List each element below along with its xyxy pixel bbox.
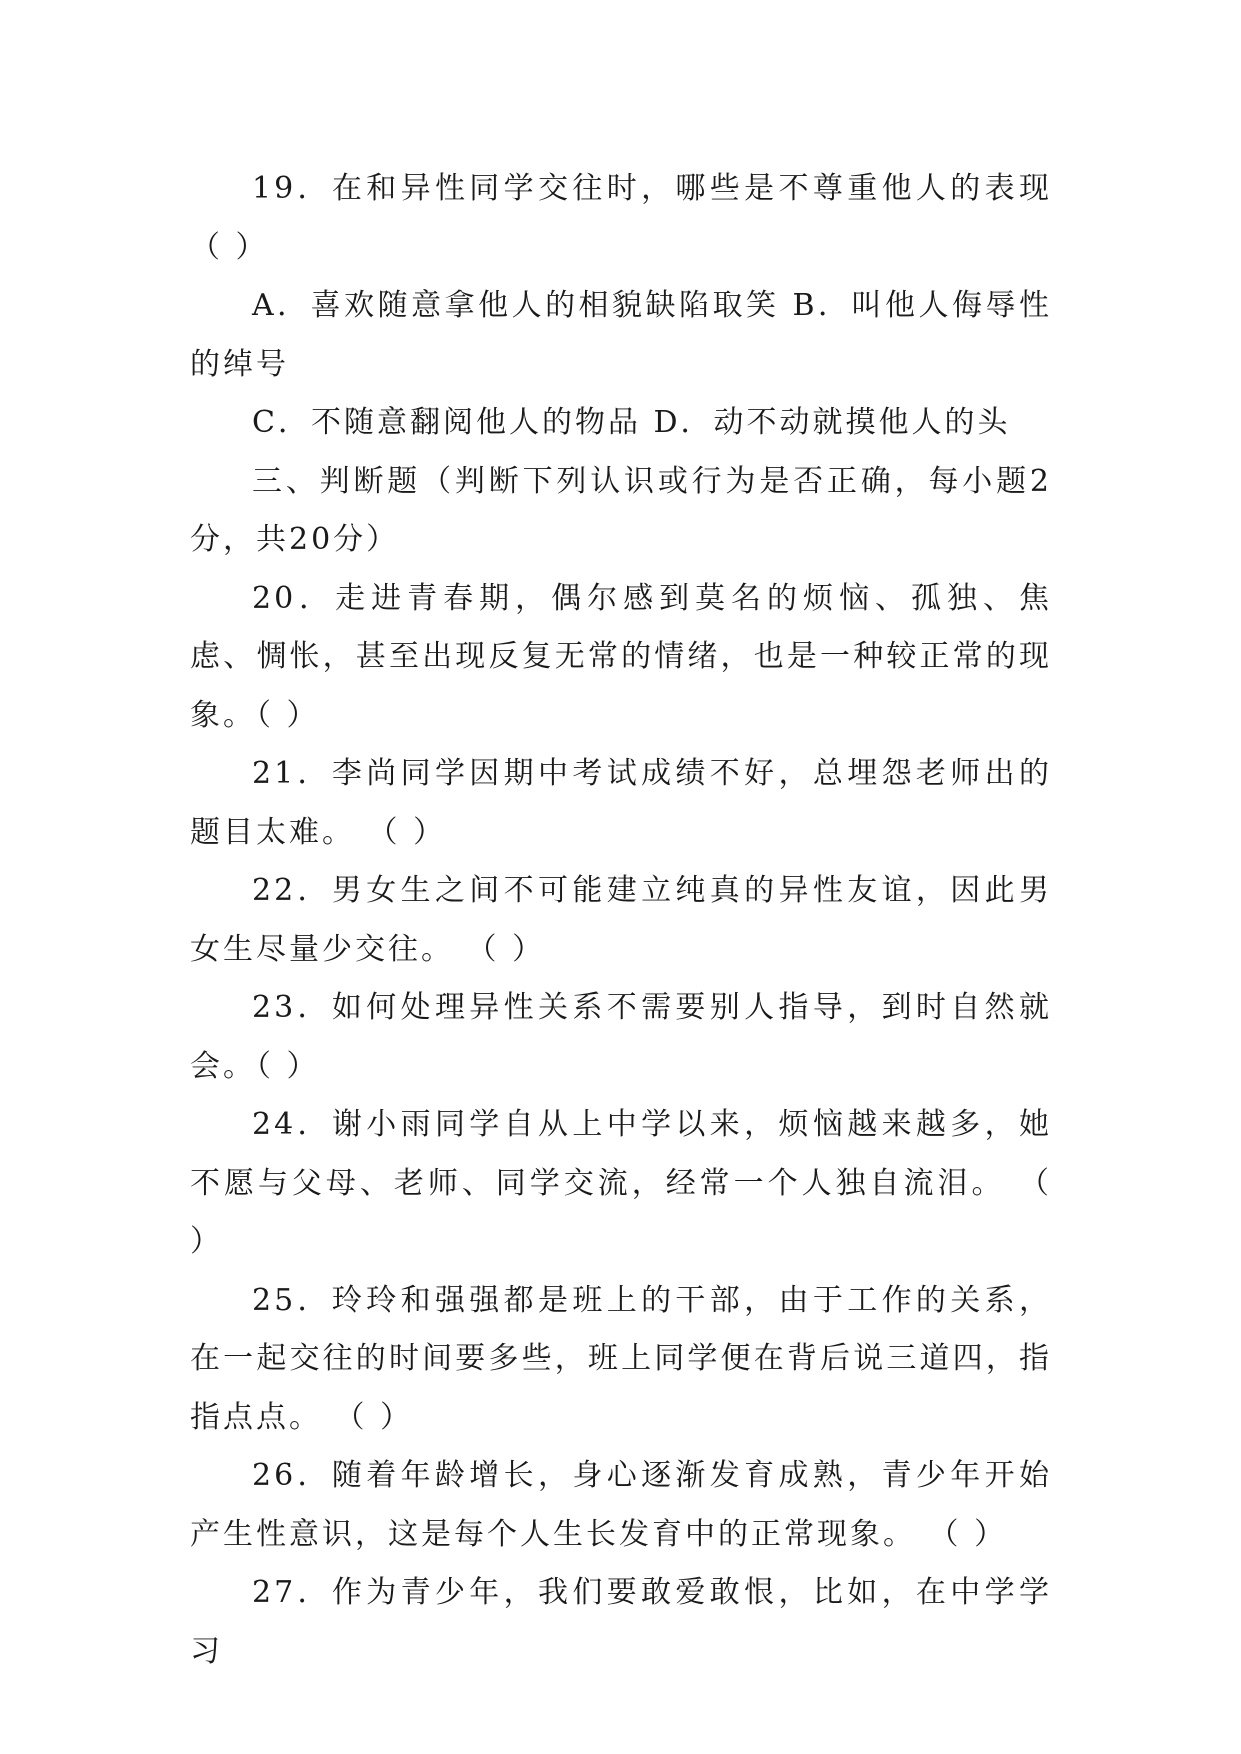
question-20: 20．走进青春期，偶尔感到莫名的烦恼、孤独、焦虑、惆怅，甚至出现反复无常的情绪，也是一种较正常的现象。（ ） <box>190 580 1052 733</box>
question-19: 19．在和异性同学交往时，哪些是不尊重他人的表现（ ） <box>190 171 1052 265</box>
question-23: 23．如何处理异性关系不需要别人指导，到时自然就会。（ ） <box>190 990 1052 1084</box>
question-26: 26．随着年龄增长，身心逐渐发育成熟，青少年开始产生性意识，这是每个人生长发育中的正常现象。 （ ） <box>190 1458 1052 1552</box>
section-heading-true-false: 三、判断题（判断下列认识或行为是否正确，每小题2分，共20分） <box>190 463 1052 557</box>
question-24: 24．谢小雨同学自从上中学以来，烦恼越来越多，她不愿与父母、老师、同学交流，经常一个人独自流泪。 （ ） <box>190 1107 1052 1259</box>
question-19-options-ab: A．喜欢随意拿他人的相貌缺陷取笑 B．叫他人侮辱性的绰号 <box>190 288 1052 382</box>
document-page <box>190 160 1052 1681</box>
question-22: 22．男女生之间不可能建立纯真的异性友谊，因此男女生尽量少交往。 （ ） <box>190 873 1052 967</box>
question-19-options-cd: C．不随意翻阅他人的物品 D．动不动就摸他人的头 <box>252 405 1011 440</box>
question-21: 21．李尚同学因期中考试成绩不好，总埋怨老师出的题目太难。 （ ） <box>190 756 1052 850</box>
question-27: 27．作为青少年，我们要敢爱敢恨，比如，在中学学习 <box>190 1575 1052 1669</box>
question-25: 25．玲玲和强强都是班上的干部，由于工作的关系，在一起交往的时间要多些，班上同学便在背后说三道四，指指点点。 （ ） <box>190 1282 1052 1435</box>
